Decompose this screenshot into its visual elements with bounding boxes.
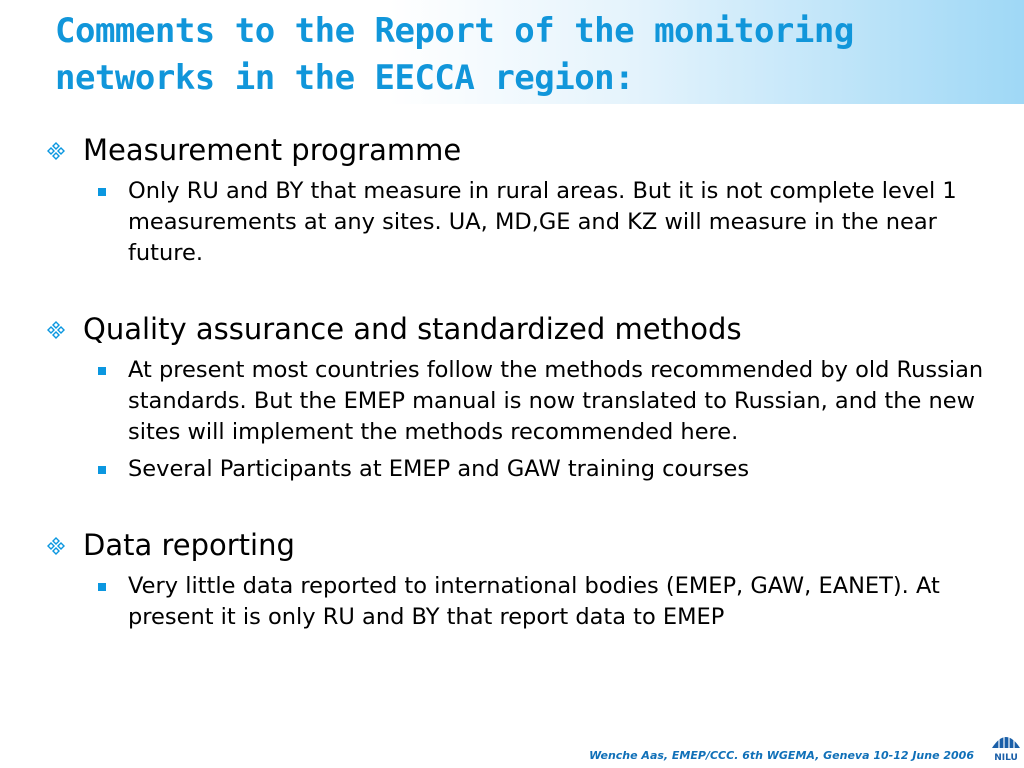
logo-text: NILU [994, 753, 1018, 763]
section-data-reporting [0, 527, 1024, 633]
bullet-text: Several Participants at EMEP and GAW training courses [128, 456, 750, 482]
section-heading-text: Quality assurance and standardized methods [83, 312, 742, 346]
bullet-item [0, 571, 1024, 633]
slide-content [0, 132, 1024, 633]
bullet-item [0, 355, 1024, 448]
four-diamond-icon [47, 142, 65, 160]
section-heading [0, 311, 1024, 347]
section-heading-text: Measurement programme [83, 133, 462, 167]
slide-title: Comments to the Report of the monitoring networks in the EECCA region: [55, 11, 854, 98]
slide-footer: Wenche Aas, EMEP/CCC. 6th WGEMA, Geneva 10-12 June 2006 [589, 749, 974, 762]
nilu-logo-icon [990, 724, 1022, 764]
section-quality-assurance [0, 311, 1024, 485]
section-measurement-programme [0, 132, 1024, 269]
square-bullet-icon [98, 367, 106, 375]
four-diamond-icon [47, 537, 65, 555]
section-heading-text: Data reporting [83, 528, 295, 562]
section-heading [0, 527, 1024, 563]
square-bullet-icon [98, 188, 106, 196]
square-bullet-icon [98, 466, 106, 474]
bullet-text: At present most countries follow the methods recommended by old Russian standards. But the EMEP manual is now translated to Russian, and the new sites will implement the methods recommended here. [128, 357, 984, 445]
four-diamond-icon [47, 321, 65, 339]
bullet-item [0, 176, 1024, 269]
bullet-text: Very little data reported to international bodies (EMEP, GAW, EANET). At present it is only RU and BY that report data to EMEP [128, 573, 940, 630]
square-bullet-icon [98, 583, 106, 591]
bullet-item [0, 454, 1024, 485]
section-heading [0, 132, 1024, 168]
bullet-text: Only RU and BY that measure in rural areas. But it is not complete level 1 measurements at any sites. UA, MD,GE and KZ will measure in the near future. [128, 178, 957, 266]
